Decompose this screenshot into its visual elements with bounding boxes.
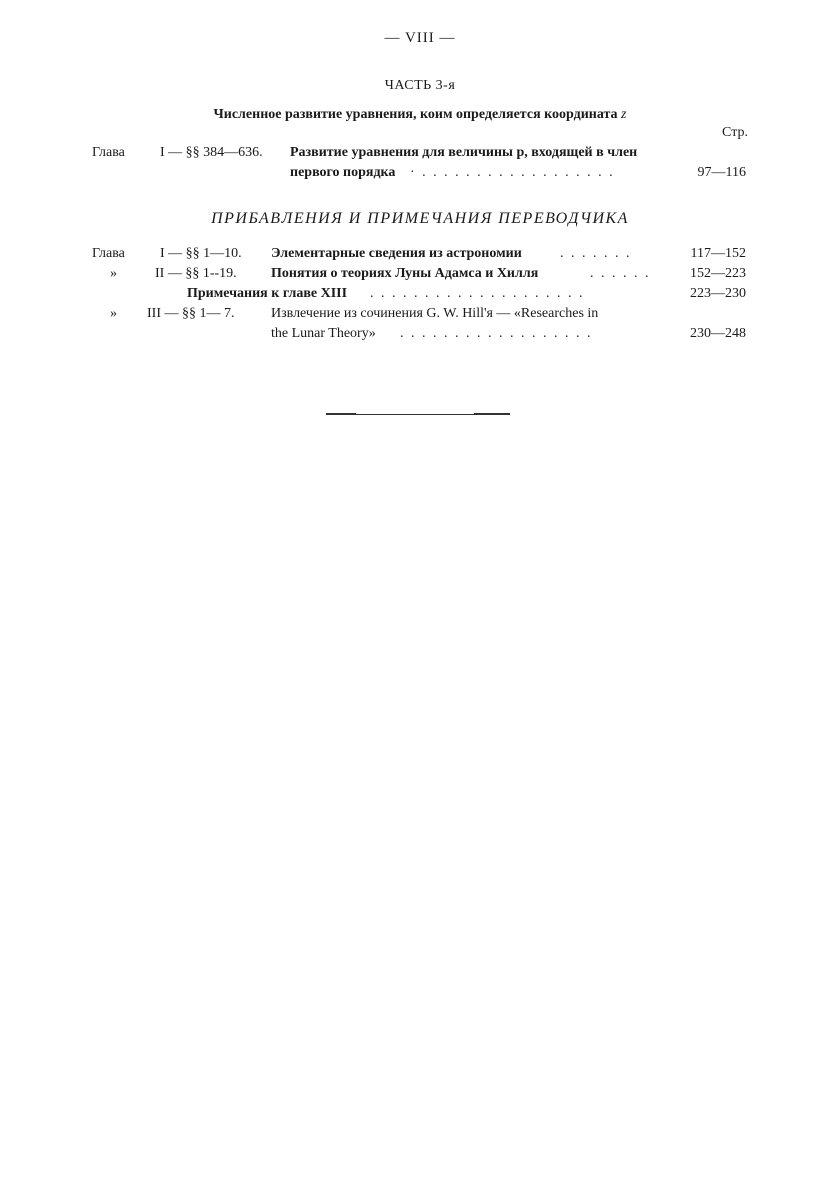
entry-text: Понятия о теориях Луны Адамса и Хилля bbox=[271, 266, 539, 281]
entry-text-line2: первого порядка bbox=[290, 165, 396, 180]
pages-column-label: Стр. bbox=[722, 125, 748, 140]
entry-dots: . . . . . . bbox=[590, 266, 651, 281]
entry-chapter: III — §§ 1— 7. bbox=[147, 306, 235, 321]
end-rule-left-accent bbox=[326, 413, 356, 415]
entry-pages: 230—248 bbox=[690, 326, 746, 341]
part-subtitle bbox=[0, 107, 840, 123]
page-number: — VIII — bbox=[384, 30, 456, 46]
entry-text: Элементарные сведения из астрономии bbox=[271, 246, 522, 261]
entry-dots: . . . . . . . . . . . . . . . . . . . . bbox=[370, 286, 585, 301]
entry-word: » bbox=[110, 266, 117, 281]
entry-text-line2: the Lunar Theory» bbox=[271, 326, 376, 341]
entry-text-line1: Развитие уравнения для величины р, входящей в член bbox=[290, 145, 638, 160]
entry-text: Примечания к главе XIII bbox=[187, 286, 348, 301]
entry-dots: . . . . . . . . . . . . . . . . . . bbox=[400, 326, 593, 341]
part-title: ЧАСТЬ 3-я bbox=[384, 78, 456, 93]
entry-text-line1: Извлечение из сочинения G. W. Hill'я — «Researches in bbox=[271, 306, 599, 321]
entry-pages: 223—230 bbox=[690, 286, 746, 301]
part-subtitle-variable: z bbox=[621, 107, 627, 122]
entry-chapter: I — §§ 384—636. bbox=[160, 145, 263, 160]
entry-word: Глава bbox=[92, 145, 125, 160]
entry-pages: 97—116 bbox=[697, 165, 746, 180]
part-subtitle-text: Численное развитие уравнения, коим определяется координата bbox=[213, 107, 618, 122]
addenda-title: ПРИБАВЛЕНИЯ И ПРИМЕЧАНИЯ ПЕРЕВОДЧИКА bbox=[211, 210, 629, 227]
entry-chapter: II — §§ 1--19. bbox=[155, 266, 237, 281]
entry-word: » bbox=[110, 306, 117, 321]
entry-word: Глава bbox=[92, 246, 125, 261]
entry-pages: 152—223 bbox=[690, 266, 746, 281]
entry-dots: · . . . . . . . . . . . . . . . . . . bbox=[410, 165, 615, 180]
entry-chapter: I — §§ 1—10. bbox=[160, 246, 242, 261]
entry-pages: 117—152 bbox=[690, 246, 746, 261]
end-rule-right-accent bbox=[474, 413, 510, 415]
entry-dots: . . . . . . . bbox=[560, 246, 632, 261]
